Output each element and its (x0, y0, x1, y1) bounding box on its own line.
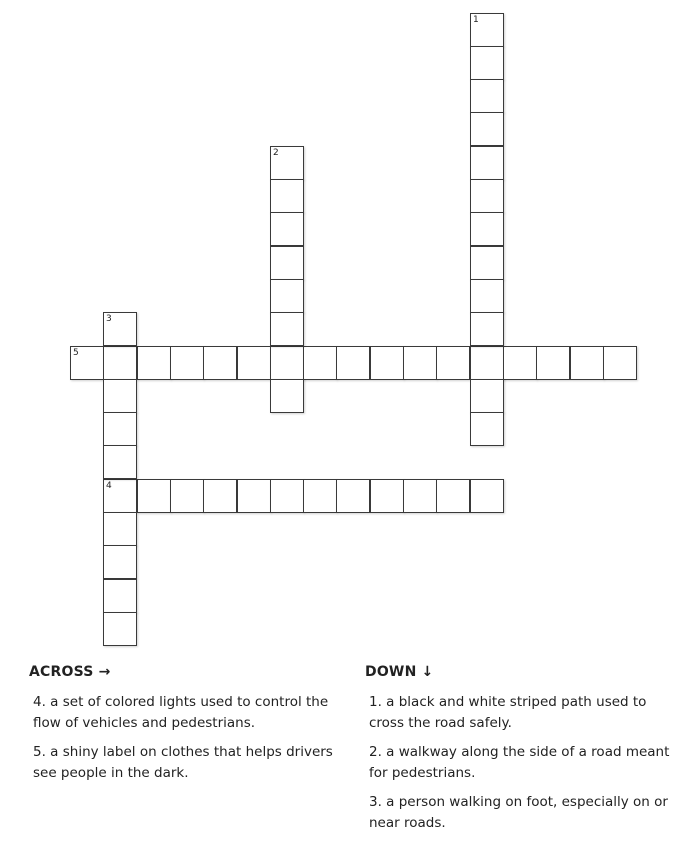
grid-cell[interactable] (270, 179, 304, 213)
grid-cell[interactable] (170, 479, 204, 513)
grid-cell[interactable] (70, 346, 104, 380)
across-clue-5: 5. a shiny label on clothes that helps drivers see people in the dark. (33, 744, 333, 781)
grid-cell[interactable] (103, 612, 137, 646)
clue-number: 5 (73, 348, 79, 358)
grid-cell[interactable] (237, 479, 271, 513)
grid-cell[interactable] (203, 346, 237, 380)
grid-cell[interactable] (270, 346, 304, 380)
grid-cell[interactable] (137, 346, 171, 380)
grid-cell[interactable] (470, 179, 504, 213)
down-clue-1: 1. a black and white striped path used to cross the road safely. (369, 694, 647, 731)
clue-number: 2 (273, 148, 279, 158)
grid-cell[interactable] (137, 479, 171, 513)
down-clue-3: 3. a person walking on foot, especially on or near roads. (369, 794, 668, 831)
grid-cell[interactable] (470, 146, 504, 180)
grid-cell[interactable] (336, 346, 370, 380)
grid-cell[interactable] (470, 46, 504, 80)
grid-cell[interactable] (270, 279, 304, 313)
grid-cell[interactable] (237, 346, 271, 380)
grid-cell[interactable] (270, 212, 304, 246)
grid-cell[interactable] (470, 312, 504, 346)
down-clue-2: 2. a walkway along the side of a road meant for pedestrians. (369, 744, 670, 781)
grid-cell[interactable] (303, 479, 337, 513)
grid-cell[interactable] (103, 545, 137, 579)
grid-cell[interactable] (270, 479, 304, 513)
grid-cell[interactable] (470, 112, 504, 146)
grid-cell[interactable] (103, 379, 137, 413)
grid-cell[interactable] (503, 346, 537, 380)
grid-cell[interactable] (336, 479, 370, 513)
grid-cell[interactable] (170, 346, 204, 380)
grid-cell[interactable] (536, 346, 570, 380)
grid-cell[interactable] (570, 346, 604, 380)
grid-cell[interactable] (203, 479, 237, 513)
grid-cell[interactable] (470, 279, 504, 313)
clue-number: 1 (473, 15, 479, 25)
grid-cell[interactable] (270, 379, 304, 413)
grid-cell[interactable] (470, 412, 504, 446)
grid-cell[interactable] (470, 13, 504, 47)
down-heading: DOWN ↓ (365, 664, 434, 680)
grid-cell[interactable] (403, 346, 437, 380)
clue-number: 4 (106, 481, 112, 491)
clue-number: 3 (106, 314, 112, 324)
grid-cell[interactable] (270, 312, 304, 346)
grid-cell[interactable] (270, 146, 304, 180)
grid-cell[interactable] (403, 479, 437, 513)
grid-cell[interactable] (470, 79, 504, 113)
grid-cell[interactable] (470, 479, 504, 513)
grid-cell[interactable] (370, 346, 404, 380)
grid-cell[interactable] (470, 346, 504, 380)
grid-cell[interactable] (370, 479, 404, 513)
grid-cell[interactable] (103, 312, 137, 346)
grid-cell[interactable] (103, 512, 137, 546)
grid-cell[interactable] (436, 346, 470, 380)
grid-cell[interactable] (103, 479, 137, 513)
grid-cell[interactable] (303, 346, 337, 380)
grid-cell[interactable] (103, 445, 137, 479)
grid-cell[interactable] (470, 212, 504, 246)
grid-cell[interactable] (603, 346, 637, 380)
grid-cell[interactable] (470, 246, 504, 280)
grid-cell[interactable] (103, 346, 137, 380)
across-heading: ACROSS → (29, 664, 111, 680)
grid-cell[interactable] (270, 246, 304, 280)
grid-cell[interactable] (103, 412, 137, 446)
grid-cell[interactable] (470, 379, 504, 413)
grid-cell[interactable] (103, 579, 137, 613)
grid-cell[interactable] (436, 479, 470, 513)
across-clue-4: 4. a set of colored lights used to control the flow of vehicles and pedestrians. (33, 694, 329, 731)
